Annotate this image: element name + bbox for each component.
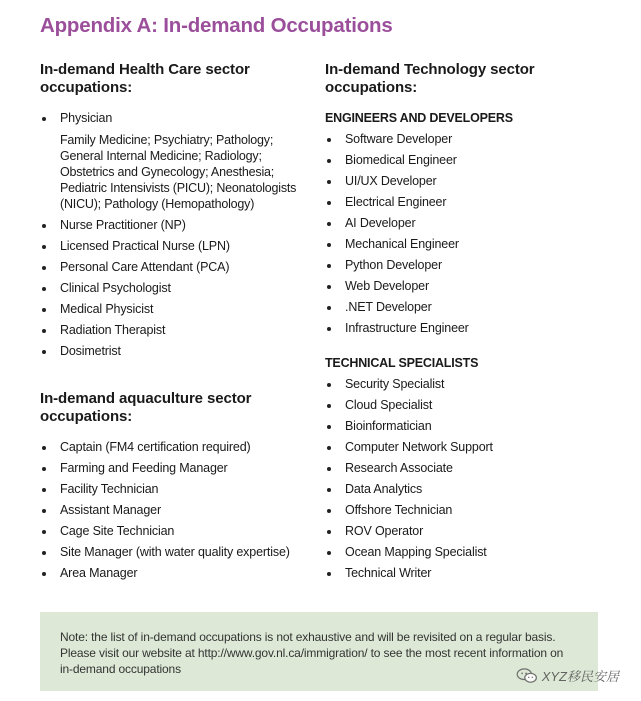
technology-heading-line1: In-demand Technology sector — [325, 61, 535, 78]
physician-detail-line: (NICU); Pathology (Hemopathology) — [60, 197, 255, 211]
list-item: Offshore Technician — [325, 503, 610, 518]
list-item: Radiation Therapist — [40, 323, 310, 338]
physician-detail-line: Obstetrics and Gynecology; Anesthesia; — [60, 165, 275, 179]
wechat-icon — [516, 668, 538, 684]
note-line: in-demand occupations — [60, 662, 181, 676]
list-item: Bioinformatician — [325, 419, 610, 434]
list-item: Electrical Engineer — [325, 195, 610, 210]
physician-label: Physician — [60, 111, 113, 125]
left-column — [40, 61, 310, 581]
list-item: Software Developer — [325, 132, 610, 147]
physician-detail-line: Family Medicine; Psychiatry; Pathology; — [60, 133, 274, 147]
list-item: Computer Network Support — [325, 440, 610, 455]
list-item-physician — [40, 111, 310, 212]
list-item: Licensed Practical Nurse (LPN) — [40, 239, 310, 254]
list-item: Medical Physicist — [40, 302, 310, 317]
specialists-heading: TECHNICAL SPECIALISTS — [325, 356, 479, 370]
specialists-list — [325, 377, 610, 581]
technology-heading — [325, 61, 610, 97]
health-heading — [40, 61, 310, 97]
physician-detail-line: Pediatric Intensivists (PICU); Neonatologists — [60, 181, 297, 195]
engineers-list — [325, 132, 610, 336]
list-item: Nurse Practitioner (NP) — [40, 218, 310, 233]
note-box — [40, 612, 598, 691]
list-item: .NET Developer — [325, 300, 610, 315]
aquaculture-list — [40, 440, 310, 581]
list-item: ROV Operator — [325, 524, 610, 539]
list-item: UI/UX Developer — [325, 174, 610, 189]
engineers-heading: ENGINEERS AND DEVELOPERS — [325, 111, 513, 125]
right-column — [325, 61, 610, 581]
watermark-text: XYZ移民安居 — [541, 669, 619, 684]
list-item: Cage Site Technician — [40, 524, 310, 539]
page-title: Appendix A: In-demand Occupations — [40, 14, 393, 37]
aquaculture-heading-line2: occupations: — [40, 408, 133, 425]
list-item: Data Analytics — [325, 482, 610, 497]
list-item: Ocean Mapping Specialist — [325, 545, 610, 560]
list-item: Personal Care Attendant (PCA) — [40, 260, 310, 275]
aquaculture-heading-line1: In-demand aquaculture sector — [40, 390, 252, 407]
list-item: Biomedical Engineer — [325, 153, 610, 168]
watermark — [516, 666, 619, 685]
note-line: Note: the list of in-demand occupations is not exhaustive and will be revisited on a regular basis. — [60, 630, 556, 644]
list-item: Python Developer — [325, 258, 610, 273]
list-item: Infrastructure Engineer — [325, 321, 610, 336]
list-item: Clinical Psychologist — [40, 281, 310, 296]
list-item: AI Developer — [325, 216, 610, 231]
list-item: Farming and Feeding Manager — [40, 461, 310, 476]
list-item: Cloud Specialist — [325, 398, 610, 413]
list-item: Mechanical Engineer — [325, 237, 610, 252]
physician-detail-line: General Internal Medicine; Radiology; — [60, 149, 262, 163]
list-item: Site Manager (with water quality expertise) — [40, 545, 310, 560]
list-item: Web Developer — [325, 279, 610, 294]
physician-details — [60, 132, 310, 212]
health-heading-line1: In-demand Health Care sector — [40, 61, 250, 78]
health-list — [40, 111, 310, 359]
list-item: Facility Technician — [40, 482, 310, 497]
list-item: Technical Writer — [325, 566, 610, 581]
list-item: Captain (FM4 certification required) — [40, 440, 310, 455]
list-item: Area Manager — [40, 566, 310, 581]
note-line: Please visit our website at http://www.gov.nl.ca/immigration/ to see the most recent information on — [60, 646, 564, 660]
technology-heading-line2: occupations: — [325, 79, 418, 96]
list-item: Assistant Manager — [40, 503, 310, 518]
list-item: Dosimetrist — [40, 344, 310, 359]
list-item: Research Associate — [325, 461, 610, 476]
aquaculture-heading — [40, 390, 310, 426]
health-heading-line2: occupations: — [40, 79, 133, 96]
list-item: Security Specialist — [325, 377, 610, 392]
